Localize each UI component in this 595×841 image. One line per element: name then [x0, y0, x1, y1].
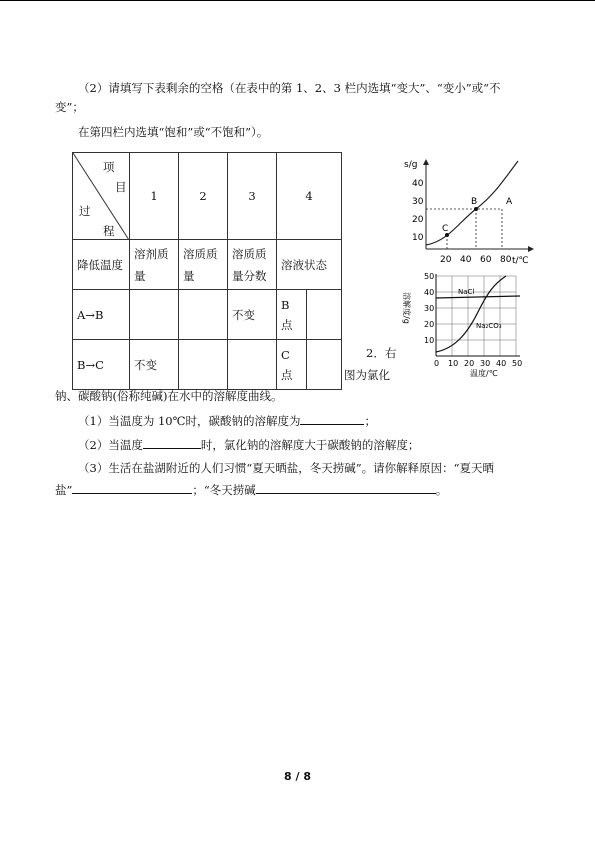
diag-label-xiang: 项: [103, 160, 115, 174]
diagonal-header-cell: [73, 153, 130, 240]
col-4-header: 4: [277, 153, 342, 240]
graph2-x-tick: 40: [496, 359, 507, 368]
graph1-x-unit: t/℃: [512, 256, 529, 266]
row-bc-col1: 不变: [130, 340, 179, 390]
col-3-header: 3: [228, 153, 277, 240]
header-solution-state: 溶液状态: [277, 240, 342, 290]
graph1-y-tick: 30: [412, 197, 424, 207]
row-bc-col3[interactable]: [228, 340, 277, 390]
page-top-rule: [0, 0, 595, 1]
graph1-point-b: [474, 207, 478, 211]
graph2-y-tick: 10: [424, 336, 435, 345]
graph2-x-tick: 0: [434, 359, 440, 368]
graph2-x-ticks: [434, 359, 522, 368]
question-2-instruction-cont: 变”；: [55, 100, 84, 114]
sub-question-2-tail: 时，氯化钠的溶解度大于碳酸钠的溶解度；: [200, 438, 420, 452]
sub-question-3: （3）生活在盐湖附近的人们习惯“夏天晒盐，冬天捞碱”。请你解释原因：“夏天晒: [78, 461, 494, 475]
question-2-number: 2．右: [366, 346, 397, 360]
graph1-y-tick: 10: [412, 233, 424, 243]
nacl-label: NaCl: [458, 288, 475, 296]
question-2-instruction-4th-col: 在第四栏内选填“饱和”或“不饱和”）。: [78, 125, 269, 139]
row-bc-col4[interactable]: [307, 340, 342, 390]
diag-label-cheng: 程: [103, 224, 115, 238]
row-ab-col3: 不变: [228, 290, 277, 340]
graph2-y-tick: 40: [424, 288, 435, 297]
graph2-x-label: 温度/℃: [470, 369, 498, 378]
sub-question-2-lead: （2）当温度: [78, 438, 143, 452]
diagonal-line: [73, 153, 129, 240]
graph2-y-label: 溶解度/g: [402, 292, 411, 324]
row-ab-col2[interactable]: [179, 290, 228, 340]
question-2-instruction: （2）请填写下表剩余的空格（在表中的第 1、2、3 栏内选填“变大”、“变小”或“不: [78, 81, 501, 95]
graph2-x-tick: 30: [480, 359, 491, 368]
sub-question-3-answer-line: [55, 481, 447, 498]
row-ab-process: A→B: [73, 290, 130, 340]
header-process: 降低温度: [73, 240, 130, 290]
sub-question-3-end: 。: [435, 483, 448, 497]
nacl-curve: [436, 296, 520, 298]
winter-alkali-blank[interactable]: [256, 481, 436, 494]
row-bc-point: C 点: [277, 340, 307, 390]
sub-question-1-end: ；: [364, 414, 376, 428]
graph2-y-tick: 20: [424, 320, 435, 329]
graph1-x-tick: 40: [460, 255, 472, 265]
graph2-y-tick: 30: [424, 304, 435, 313]
header-solvent-mass: 溶剂质量: [130, 240, 179, 290]
sub-question-3-summer-lead: 盐”: [55, 483, 73, 497]
summer-salt-blank[interactable]: [72, 481, 192, 494]
page-number: 8 / 8: [284, 770, 311, 783]
sub-question-1-blank[interactable]: [300, 412, 364, 425]
question-2-stem-tail: 图为氯化: [344, 368, 390, 382]
graph1-x-tick: 80: [500, 255, 512, 265]
graph2-y-ticks: [424, 272, 434, 345]
header-mass-fraction: 溶质质量分数: [228, 240, 277, 290]
graph1-label-a: A: [506, 197, 513, 207]
graph2-x-tick: 50: [512, 359, 523, 368]
graph1-y-tick: 40: [412, 179, 424, 189]
graph1-x-tick: 20: [440, 255, 452, 265]
graph1-y-ticks: [412, 179, 424, 243]
row-bc-process: B→C: [73, 340, 130, 390]
graph1-x-ticks: [440, 255, 512, 265]
graph1-y-tick: 20: [412, 215, 424, 225]
graph1-y-unit: s/g: [404, 160, 418, 170]
solubility-graph-abc: [398, 153, 538, 268]
na2co3-label: Na₂CO₃: [476, 322, 502, 330]
graph2-y-tick: 50: [424, 272, 435, 281]
question-2-stem: 钠、碳酸钠(俗称纯碱)在水中的溶解度曲线。: [55, 389, 283, 403]
header-solute-mass: 溶质质量: [179, 240, 228, 290]
graph1-label-c: C: [442, 224, 449, 234]
col-2-header: 2: [179, 153, 228, 240]
col-1-header: 1: [130, 153, 179, 240]
sub-question-1-text: （1）当温度为 10℃时，碳酸钠的溶解度为: [78, 414, 301, 428]
row-ab-point: B 点: [277, 290, 307, 340]
sub-question-3-winter-lead: ；“冬天捞碱: [192, 483, 256, 497]
sub-question-1: [78, 412, 376, 429]
answer-table: [72, 152, 342, 390]
diag-label-mu: 目: [115, 180, 127, 194]
sub-question-2-blank[interactable]: [143, 436, 201, 449]
sub-question-2: [78, 436, 419, 453]
row-ab-col1[interactable]: [130, 290, 179, 340]
graph2-x-tick: 10: [448, 359, 459, 368]
row-ab-col4[interactable]: [307, 290, 342, 340]
nacl-na2co3-solubility-graph: [396, 272, 536, 378]
graph2-x-tick: 20: [464, 359, 475, 368]
graph1-x-tick: 60: [480, 255, 492, 265]
diag-label-guo: 过: [79, 204, 91, 218]
graph1-label-b: B: [471, 197, 478, 207]
row-bc-col2[interactable]: [179, 340, 228, 390]
